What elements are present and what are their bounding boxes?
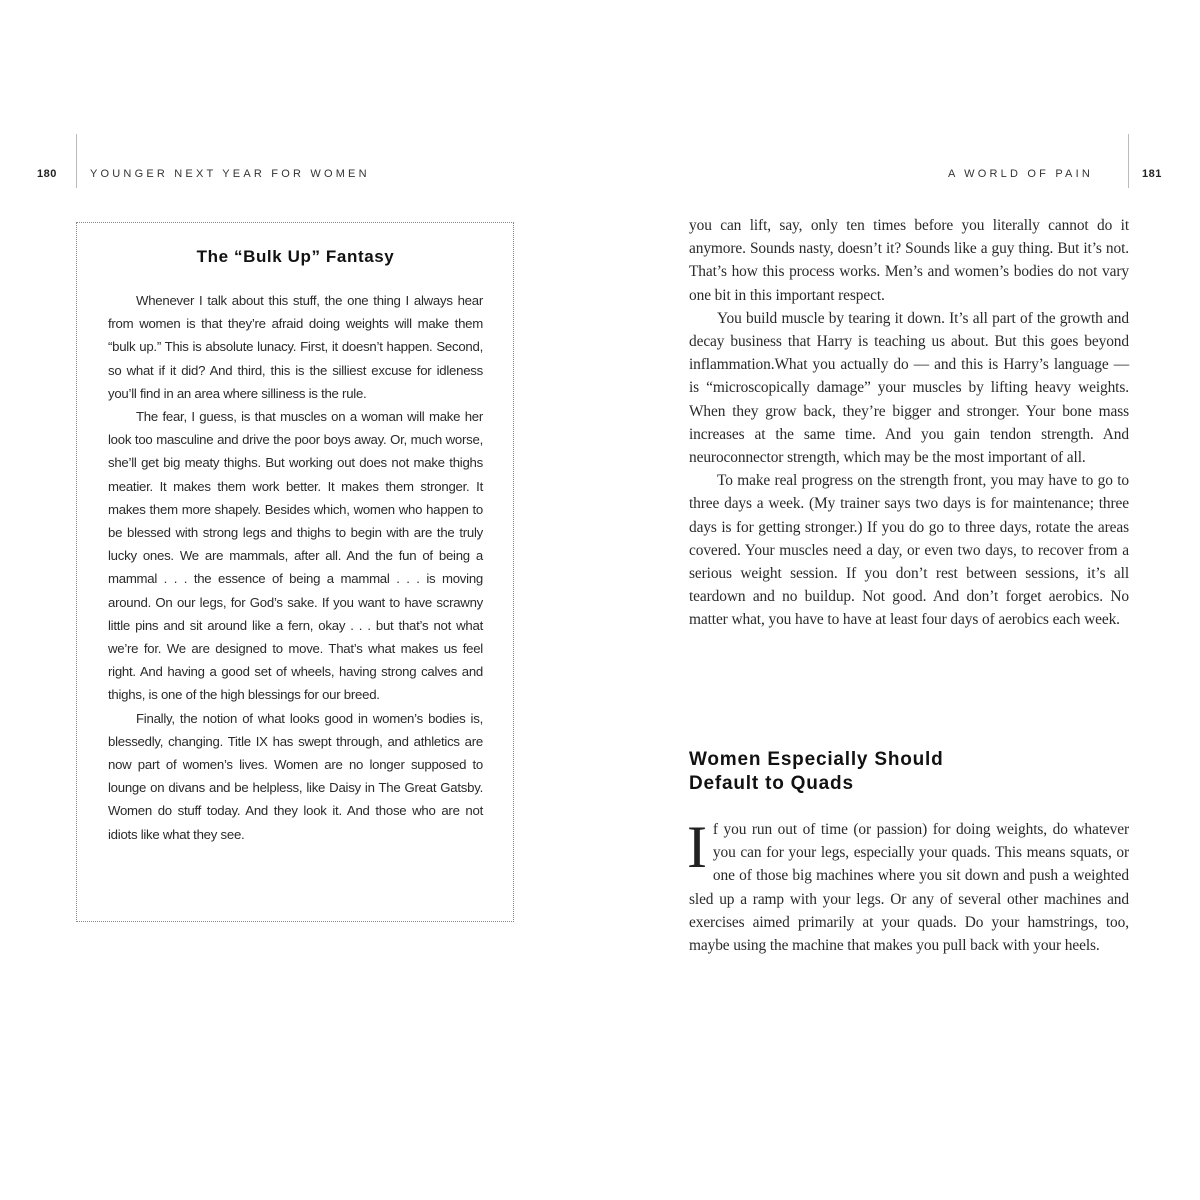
- section-paragraph-text: f you run out of time (or passion) for doing weights, do whatever you can for your legs, especially your quads. This means squats, or one of those big machines where you sit down and push a weighted sled up a ramp with your legs. Or any of several other machines and exercises aimed primarily at your quads. Do your hamstrings, too, maybe using the machine that makes you pull back with your heels.: [689, 821, 1129, 955]
- sidebar-box: [76, 222, 514, 922]
- section-paragraph: [687, 814, 1129, 957]
- page-number-right: 181: [1142, 168, 1162, 180]
- section-heading-line-1: Women Especially Should: [689, 749, 944, 770]
- sidebar-body: [108, 289, 483, 846]
- section-heading-line-2: Default to Quads: [689, 772, 854, 794]
- drop-cap: I: [687, 814, 707, 880]
- running-head-left: YOUNGER NEXT YEAR FOR WOMEN: [90, 168, 370, 180]
- body-paragraph-2: You build muscle by tearing it down. It’s all part of the growth and decay business that Harry is teaching us about. But this goes beyond inflammation.What you actually do — and this is Harry’s language — is “microscopically damage” your muscles by lifting heavy weights. When they grow back, they’re bigger and stronger. Your bone mass increases at the same time. And you gain tendon strength. And neuroconnector strength, which may be the most important of all.: [689, 309, 1129, 467]
- body-paragraph-3: To make real progress on the strength front, you may have to go to three days a week. (My trainer says two days is for maintenance; three days is for getting stronger.) If you do go to three days, rotate the areas covered. Your muscles need a day, or even two days, to recover from a serious weight session. If you don’t rest between sessions, it’s all teardown and no buildup. Not good. And don’t forget aerobics. No matter what, you have to have at least four days of aerobics each week.: [689, 472, 1129, 629]
- page-number-left: 180: [37, 168, 57, 180]
- section-text: [687, 814, 1129, 957]
- running-head-right: A WORLD OF PAIN: [948, 168, 1093, 180]
- header-rule-right: [1128, 134, 1129, 188]
- right-page: [600, 0, 1200, 1200]
- sidebar-title: The “Bulk Up” Fantasy: [196, 247, 395, 266]
- sidebar-paragraph-2: The fear, I guess, is that muscles on a woman will make her look too masculine and drive the poor boys away. Or, much worse, she’ll get big meaty thighs. But working out does not make thighs meatier. It makes them work better. It makes them stronger. It makes them more shapely. Besides which, women who happen to be blessed with strong legs and thighs to begin with are the truly lucky ones. We are mammals, after all. And the fun of being a mammal . . . the essence of being a mammal . . . is moving around. On our legs, for God’s sake. If you want to have scrawny little pins and sit around like a fern, okay . . . but that’s not what we’re for. We are designed to move. That’s what makes us feel right. And having a good set of wheels, having strong calves and thighs, is one of the high blessings for our breed.: [108, 409, 483, 703]
- body-paragraph-1: you can lift, say, only ten times before you literally cannot do it anymore. Sounds nasty, doesn’t it? Sounds like a guy thing. But it’s not. That’s how this process works. Men’s and women’s bodies do not vary one bit in this important respect.: [689, 217, 1129, 304]
- section-heading: [689, 748, 1129, 795]
- body-text: [689, 214, 1129, 632]
- sidebar-paragraph-1: Whenever I talk about this stuff, the one thing I always hear from women is that they’re afraid doing weights will make them “bulk up.” This is absolute lunacy. First, it doesn’t happen. Second, so what if it did? And third, this is the silliest excuse for idleness you’ll find in an area where silliness is the rule.: [108, 293, 483, 401]
- sidebar-paragraph-3: Finally, the notion of what looks good in women’s bodies is, blessedly, changing. Title IX has swept through, and athletics are now part of women’s lives. Women are no longer supposed to lounge on divans and be helpless, like Daisy in The Great Gatsby. Women do stuff today. And they look it. And those who are not idiots like what they see.: [108, 710, 483, 842]
- header-rule-left: [76, 134, 77, 188]
